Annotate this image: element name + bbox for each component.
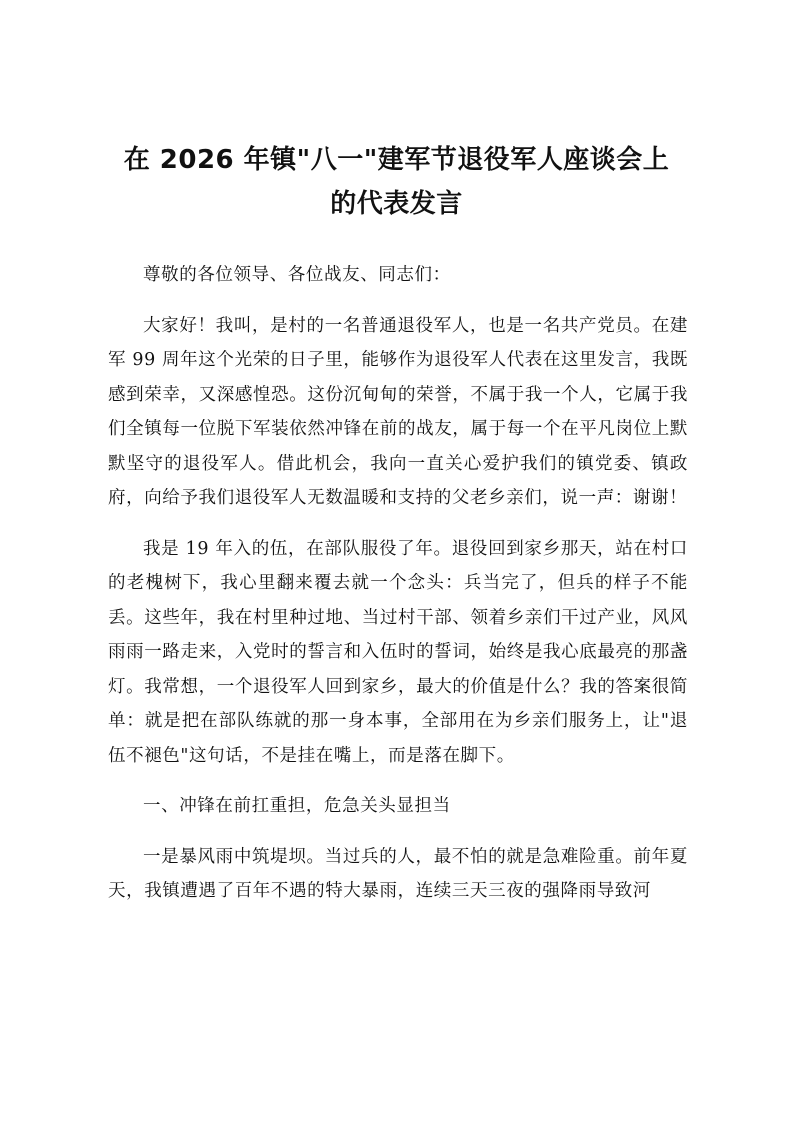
document-body	[108, 258, 688, 909]
document-title	[100, 138, 693, 226]
body-paragraph: 一是暴风雨中筑堤坝。当过兵的人，最不怕的就是急难险重。前年夏天，我镇遭遇了百年不遇的特大暴雨，连续三天三夜的强降雨导致河	[108, 846, 688, 901]
section-heading: 一、冲锋在前扛重担，危急关头显担当	[143, 796, 451, 816]
salutation-paragraph: 尊敬的各位领导、各位战友、同志们：	[143, 265, 451, 285]
body-paragraph: 大家好！我叫，是村的一名普通退役军人，也是一名共产党员。在建军 99 周年这个光荣的日子里，能够作为退役军人代表在这里发言，我既感到荣幸，又深感惶恐。这份沉甸甸的荣誉，不属于我一个人，它属于我们全镇每一位脱下军装依然冲锋在前的战友，属于每一个在平凡岗位上默默坚守的退役军人。借此机会，我向一直关心爱护我们的镇党委、镇政府，向给予我们退役军人无数温暖和支持的父老乡亲们，说一声：谢谢！	[108, 315, 688, 508]
body-paragraph: 我是 19 年入的伍，在部队服役了年。退役回到家乡那天，站在村口的老槐树下，我心里翻来覆去就一个念头：兵当完了，但兵的样子不能丢。这些年，我在村里种过地、当过村干部、领着乡亲们干过产业，风风雨雨一路走来，入党时的誓言和入伍时的誓词，始终是我心底最亮的那盏灯。我常想，一个退役军人回到家乡，最大的价值是什么？我的答案很简单：就是把在部队练就的那一身本事，全部用在为乡亲们服务上，让"退伍不褪色"这句话，不是挂在嘴上，而是落在脚下。	[108, 538, 688, 766]
title-line-2: 的代表发言	[330, 189, 463, 219]
title-line-1: 在 2026 年镇"八一"建军节退役军人座谈会上	[123, 145, 670, 175]
